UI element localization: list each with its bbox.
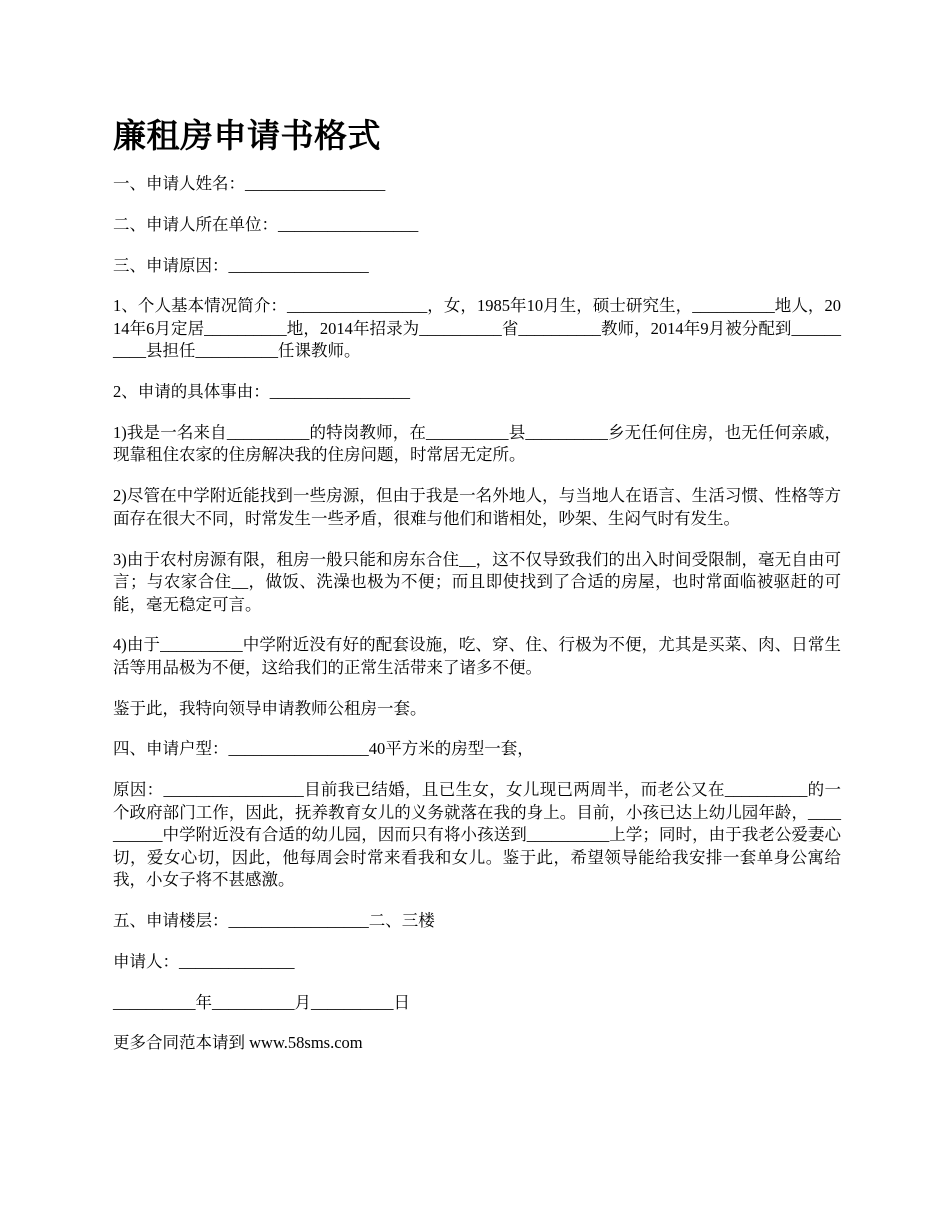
- applicant-unit-line: 二、申请人所在单位：_________________: [113, 214, 419, 234]
- reason-item-2: 2)尽管在中学附近能找到一些房源，但由于我是一名外地人，与当地人在语言、生活习惯、性格等方面存在很大不同，时常发生一些矛盾，很难与他们和谐相处，吵架、生闷气时有发生。: [113, 486, 841, 528]
- reason-item-3: 3)由于农村房源有限，租房一般只能和房东合住__，这不仅导致我们的出入时间受限制，毫无自由可言；与农家合住__，做饭、洗澡也极为不便；而且即使找到了合适的房屋，也时常面临被驱赶的可能，毫无稳定可言。: [113, 549, 841, 614]
- housing-reason-paragraph: 原因：_________________目前我已结婚，且已生女，女儿现已两周半，而老公又在__________的一个政府部门工作，因此，抚养教育女儿的义务就落在我的身上。目前，小孩已达上幼儿园年龄，__________中学附近没有合适的幼儿园，因而只有将小孩送到__________上学；同时，由于我老公爱妻心切，爱女心切，因此，他每周会时常来看我和女儿。鉴于此，希望领导能给我安排一套单身公寓给我，小女子将不甚感激。: [113, 780, 841, 890]
- document-title: 廉租房申请书格式: [113, 116, 381, 155]
- date-line: __________年__________月__________日: [113, 992, 410, 1012]
- application-reason-line: 三、申请原因：_________________: [113, 255, 369, 275]
- applicant-name-line: 一、申请人姓名：_________________: [113, 174, 386, 193]
- request-summary: 鉴于此，我特向领导申请教师公租房一套。: [113, 698, 427, 718]
- document-page: [113, 104, 841, 1073]
- personal-info-paragraph: 1、个人基本情况简介：_________________，女，1985年10月生，硕士研究生，__________地人，2014年6月定居__________地，2014年招录为__________省__________教师，2014年9月被分配到__________县担任__________任课教师。: [113, 296, 841, 361]
- reason-item-1: 1)我是一名来自__________的特岗教师，在__________县__________乡无任何住房，也无任何亲戚，现靠租住农家的住房解决我的住房问题，时常居无定所。: [113, 422, 841, 465]
- floor-request-line: 五、申请楼层：_________________二、三楼: [113, 911, 435, 931]
- specific-reason-line: 2、申请的具体事由：_________________: [113, 382, 410, 402]
- footer-link-text: 更多合同范本请到 www.58sms.com: [113, 1033, 363, 1053]
- housing-type-line: 四、申请户型：_________________40平方米的房型一套，: [113, 739, 534, 759]
- applicant-signature-line: 申请人：______________: [113, 951, 295, 971]
- reason-item-4: 4)由于__________中学附近没有好的配套设施，吃、穿、住、行极为不便，尤其是买菜、肉、日常生活等用品极为不便，这给我们的正常生活带来了诸多不便。: [113, 635, 841, 677]
